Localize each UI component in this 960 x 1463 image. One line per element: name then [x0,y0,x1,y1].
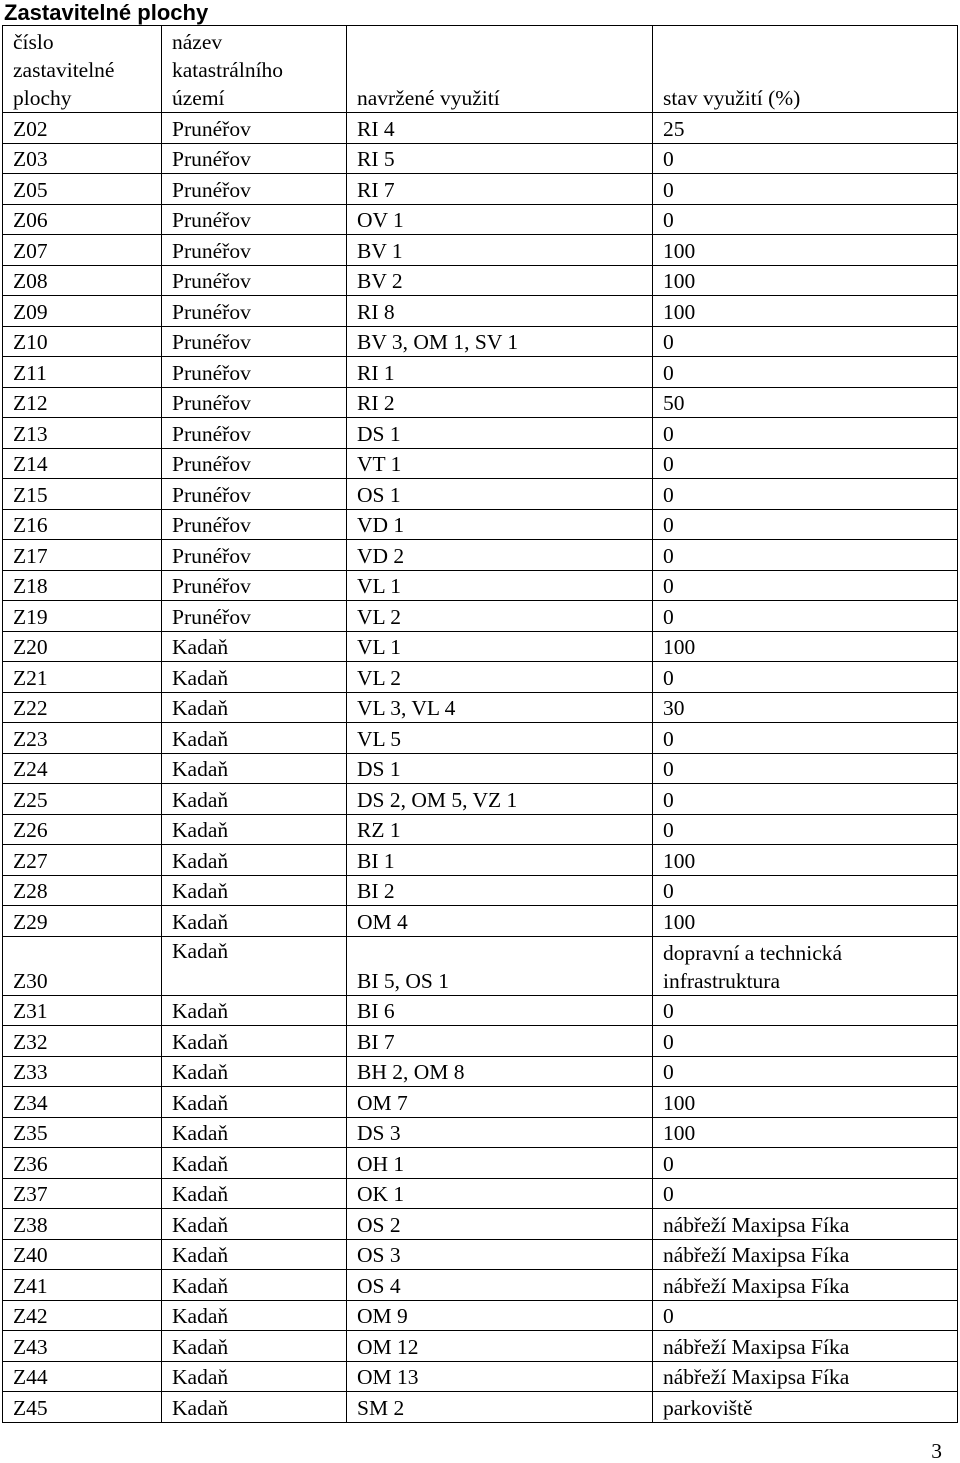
cell-plocha-id: Z20 [3,631,162,662]
cell-katastralni-uzemi: Prunéřov [162,174,347,205]
cell-navrzene-vyuziti: VD 2 [347,540,653,571]
table-row [3,143,958,174]
cell-navrzene-vyuziti: OM 4 [347,906,653,937]
table-row [3,1209,958,1240]
cell-plocha-id: Z41 [3,1270,162,1301]
table-row [3,1300,958,1331]
cell-navrzene-vyuziti: VD 1 [347,509,653,540]
cell-stav-vyuziti: 0 [653,509,958,540]
cell-navrzene-vyuziti: OS 4 [347,1270,653,1301]
cell-katastralni-uzemi: Prunéřov [162,387,347,418]
cell-plocha-id: Z17 [3,540,162,571]
cell-katastralni-uzemi: Kadaň [162,753,347,784]
cell-katastralni-uzemi: Kadaň [162,845,347,876]
cell-stav-vyuziti: nábřeží Maxipsa Fíka [653,1361,958,1392]
cell-plocha-id: Z21 [3,662,162,693]
table-row [3,692,958,723]
table-row [3,387,958,418]
cell-stav-vyuziti: 0 [653,1178,958,1209]
cell-plocha-id: Z14 [3,448,162,479]
cell-katastralni-uzemi: Prunéřov [162,357,347,388]
cell-plocha-id: Z26 [3,814,162,845]
table-row [3,995,958,1026]
table-row [3,723,958,754]
cell-navrzene-vyuziti: BI 2 [347,875,653,906]
cell-navrzene-vyuziti: OS 3 [347,1239,653,1270]
cell-katastralni-uzemi: Kadaň [162,662,347,693]
cell-navrzene-vyuziti: RI 4 [347,113,653,144]
cell-stav-vyuziti: 0 [653,1148,958,1179]
table-row [3,814,958,845]
cell-stav-vyuziti: dopravní a technická infrastruktura [653,936,958,995]
cell-plocha-id: Z03 [3,143,162,174]
cell-navrzene-vyuziti: BI 5, OS 1 [347,936,653,995]
table-row [3,906,958,937]
cell-navrzene-vyuziti: VL 2 [347,601,653,632]
cell-navrzene-vyuziti: VT 1 [347,448,653,479]
cell-navrzene-vyuziti: VL 5 [347,723,653,754]
cell-navrzene-vyuziti: VL 1 [347,570,653,601]
cell-navrzene-vyuziti: BI 6 [347,995,653,1026]
cell-navrzene-vyuziti: SM 2 [347,1392,653,1423]
cell-plocha-id: Z31 [3,995,162,1026]
cell-plocha-id: Z18 [3,570,162,601]
table-row [3,296,958,327]
table-row [3,1392,958,1423]
cell-navrzene-vyuziti: BV 2 [347,265,653,296]
table-row [3,326,958,357]
cell-katastralni-uzemi: Kadaň [162,814,347,845]
cell-navrzene-vyuziti: BH 2, OM 8 [347,1056,653,1087]
cell-plocha-id: Z27 [3,845,162,876]
table-row [3,540,958,571]
cell-navrzene-vyuziti: DS 2, OM 5, VZ 1 [347,784,653,815]
cell-stav-vyuziti: 30 [653,692,958,723]
table-row [3,1148,958,1179]
cell-stav-vyuziti: 0 [653,418,958,449]
cell-plocha-id: Z19 [3,601,162,632]
table-row [3,1087,958,1118]
cell-katastralni-uzemi: Kadaň [162,1117,347,1148]
cell-stav-vyuziti: 0 [653,479,958,510]
cell-stav-vyuziti: 100 [653,906,958,937]
cell-stav-vyuziti: 0 [653,995,958,1026]
cell-plocha-id: Z12 [3,387,162,418]
cell-plocha-id: Z08 [3,265,162,296]
table-row [3,570,958,601]
cell-stav-vyuziti: 100 [653,631,958,662]
table-row [3,174,958,205]
cell-navrzene-vyuziti: VL 1 [347,631,653,662]
cell-katastralni-uzemi: Prunéřov [162,570,347,601]
cell-katastralni-uzemi: Prunéřov [162,143,347,174]
cell-katastralni-uzemi: Prunéřov [162,418,347,449]
cell-navrzene-vyuziti: BI 1 [347,845,653,876]
table-row [3,479,958,510]
table-row [3,1117,958,1148]
table-row [3,1056,958,1087]
cell-navrzene-vyuziti: DS 1 [347,418,653,449]
cell-plocha-id: Z05 [3,174,162,205]
cell-stav-vyuziti: 0 [653,204,958,235]
cell-katastralni-uzemi: Prunéřov [162,601,347,632]
cell-katastralni-uzemi: Prunéřov [162,204,347,235]
cell-katastralni-uzemi: Kadaň [162,784,347,815]
cell-plocha-id: Z29 [3,906,162,937]
cell-plocha-id: Z24 [3,753,162,784]
table-header-row [3,26,958,113]
cell-stav-vyuziti: nábřeží Maxipsa Fíka [653,1270,958,1301]
cell-katastralni-uzemi: Kadaň [162,1178,347,1209]
cell-katastralni-uzemi: Kadaň [162,1087,347,1118]
cell-stav-vyuziti: 0 [653,1056,958,1087]
table-row [3,1026,958,1057]
cell-navrzene-vyuziti: RI 5 [347,143,653,174]
cell-stav-vyuziti: 0 [653,601,958,632]
cell-katastralni-uzemi: Prunéřov [162,265,347,296]
cell-katastralni-uzemi: Kadaň [162,692,347,723]
table-row [3,753,958,784]
table-row [3,662,958,693]
cell-katastralni-uzemi: Prunéřov [162,448,347,479]
cell-katastralni-uzemi: Kadaň [162,1026,347,1057]
cell-katastralni-uzemi: Kadaň [162,1361,347,1392]
table-row [3,1361,958,1392]
cell-katastralni-uzemi: Kadaň [162,1300,347,1331]
cell-stav-vyuziti: 0 [653,448,958,479]
table-row [3,631,958,662]
cell-katastralni-uzemi: Kadaň [162,1270,347,1301]
cell-plocha-id: Z09 [3,296,162,327]
cell-navrzene-vyuziti: OS 1 [347,479,653,510]
header-stav-vyuziti: stav využití (%) [653,26,958,113]
cell-stav-vyuziti: 0 [653,784,958,815]
cell-plocha-id: Z34 [3,1087,162,1118]
table-row [3,235,958,266]
cell-katastralni-uzemi: Kadaň [162,1209,347,1240]
cell-plocha-id: Z10 [3,326,162,357]
cell-plocha-id: Z40 [3,1239,162,1270]
cell-katastralni-uzemi: Kadaň [162,936,347,995]
cell-katastralni-uzemi: Kadaň [162,1056,347,1087]
table-row [3,1239,958,1270]
table-row [3,357,958,388]
header-nazev-uzemi: název katastrálního území [162,26,347,113]
cell-stav-vyuziti: 0 [653,875,958,906]
cell-navrzene-vyuziti: OM 12 [347,1331,653,1362]
cell-navrzene-vyuziti: BV 3, OM 1, SV 1 [347,326,653,357]
cell-katastralni-uzemi: Kadaň [162,1331,347,1362]
cell-plocha-id: Z44 [3,1361,162,1392]
cell-plocha-id: Z36 [3,1148,162,1179]
cell-katastralni-uzemi: Kadaň [162,875,347,906]
cell-stav-vyuziti: 0 [653,814,958,845]
cell-katastralni-uzemi: Prunéřov [162,296,347,327]
cell-stav-vyuziti: 0 [653,1300,958,1331]
cell-plocha-id: Z43 [3,1331,162,1362]
cell-plocha-id: Z35 [3,1117,162,1148]
cell-navrzene-vyuziti: OK 1 [347,1178,653,1209]
cell-stav-vyuziti: nábřeží Maxipsa Fíka [653,1209,958,1240]
cell-stav-vyuziti: 100 [653,1087,958,1118]
cell-stav-vyuziti: parkoviště [653,1392,958,1423]
cell-navrzene-vyuziti: RZ 1 [347,814,653,845]
cell-plocha-id: Z06 [3,204,162,235]
cell-stav-vyuziti: 100 [653,845,958,876]
cell-plocha-id: Z23 [3,723,162,754]
table-row [3,845,958,876]
cell-navrzene-vyuziti: BI 7 [347,1026,653,1057]
cell-katastralni-uzemi: Prunéřov [162,509,347,540]
cell-navrzene-vyuziti: RI 1 [347,357,653,388]
cell-navrzene-vyuziti: OM 13 [347,1361,653,1392]
table-row [3,1331,958,1362]
cell-navrzene-vyuziti: OV 1 [347,204,653,235]
cell-plocha-id: Z32 [3,1026,162,1057]
table-row [3,509,958,540]
cell-plocha-id: Z02 [3,113,162,144]
cell-navrzene-vyuziti: VL 2 [347,662,653,693]
cell-katastralni-uzemi: Prunéřov [162,326,347,357]
page-number: 3 [931,1439,942,1463]
cell-plocha-id: Z22 [3,692,162,723]
cell-stav-vyuziti: 100 [653,1117,958,1148]
cell-navrzene-vyuziti: BV 1 [347,235,653,266]
cell-stav-vyuziti: 0 [653,540,958,571]
cell-plocha-id: Z15 [3,479,162,510]
cell-plocha-id: Z45 [3,1392,162,1423]
cell-stav-vyuziti: 0 [653,723,958,754]
cell-katastralni-uzemi: Prunéřov [162,113,347,144]
cell-navrzene-vyuziti: OM 7 [347,1087,653,1118]
table-row [3,936,958,995]
cell-plocha-id: Z38 [3,1209,162,1240]
cell-katastralni-uzemi: Kadaň [162,995,347,1026]
table-row [3,601,958,632]
cell-stav-vyuziti: 100 [653,296,958,327]
cell-stav-vyuziti: nábřeží Maxipsa Fíka [653,1331,958,1362]
cell-stav-vyuziti: 0 [653,326,958,357]
cell-stav-vyuziti: 100 [653,235,958,266]
cell-stav-vyuziti: 0 [653,174,958,205]
cell-plocha-id: Z11 [3,357,162,388]
header-cislo-plochy: číslo zastavitelné plochy [3,26,162,113]
zastavitelne-plochy-table [2,25,958,1423]
cell-katastralni-uzemi: Kadaň [162,1392,347,1423]
cell-katastralni-uzemi: Prunéřov [162,479,347,510]
cell-katastralni-uzemi: Kadaň [162,906,347,937]
page-title: Zastavitelné plochy [4,0,209,25]
cell-navrzene-vyuziti: OM 9 [347,1300,653,1331]
cell-plocha-id: Z25 [3,784,162,815]
cell-plocha-id: Z33 [3,1056,162,1087]
cell-katastralni-uzemi: Kadaň [162,631,347,662]
cell-stav-vyuziti: 0 [653,1026,958,1057]
table-row [3,875,958,906]
table-row [3,1270,958,1301]
cell-katastralni-uzemi: Kadaň [162,1239,347,1270]
cell-stav-vyuziti: 0 [653,357,958,388]
table-body [3,113,958,1423]
cell-plocha-id: Z37 [3,1178,162,1209]
table-row [3,204,958,235]
cell-katastralni-uzemi: Prunéřov [162,235,347,266]
table-row [3,448,958,479]
cell-katastralni-uzemi: Prunéřov [162,540,347,571]
cell-navrzene-vyuziti: RI 2 [347,387,653,418]
cell-plocha-id: Z42 [3,1300,162,1331]
cell-stav-vyuziti: 0 [653,570,958,601]
cell-navrzene-vyuziti: OS 2 [347,1209,653,1240]
table-row [3,1178,958,1209]
cell-navrzene-vyuziti: DS 1 [347,753,653,784]
cell-stav-vyuziti: 50 [653,387,958,418]
cell-stav-vyuziti: nábřeží Maxipsa Fíka [653,1239,958,1270]
cell-stav-vyuziti: 0 [653,662,958,693]
cell-navrzene-vyuziti: OH 1 [347,1148,653,1179]
cell-plocha-id: Z30 [3,936,162,995]
cell-katastralni-uzemi: Kadaň [162,723,347,754]
header-navrzene-vyuziti: navržené využití [347,26,653,113]
cell-plocha-id: Z07 [3,235,162,266]
table-row [3,418,958,449]
table-row [3,784,958,815]
cell-navrzene-vyuziti: RI 8 [347,296,653,327]
table-row [3,113,958,144]
cell-plocha-id: Z16 [3,509,162,540]
cell-plocha-id: Z28 [3,875,162,906]
cell-plocha-id: Z13 [3,418,162,449]
table-row [3,265,958,296]
cell-navrzene-vyuziti: RI 7 [347,174,653,205]
cell-stav-vyuziti: 25 [653,113,958,144]
cell-stav-vyuziti: 0 [653,753,958,784]
cell-stav-vyuziti: 0 [653,143,958,174]
cell-katastralni-uzemi: Kadaň [162,1148,347,1179]
cell-navrzene-vyuziti: VL 3, VL 4 [347,692,653,723]
cell-navrzene-vyuziti: DS 3 [347,1117,653,1148]
cell-stav-vyuziti: 100 [653,265,958,296]
